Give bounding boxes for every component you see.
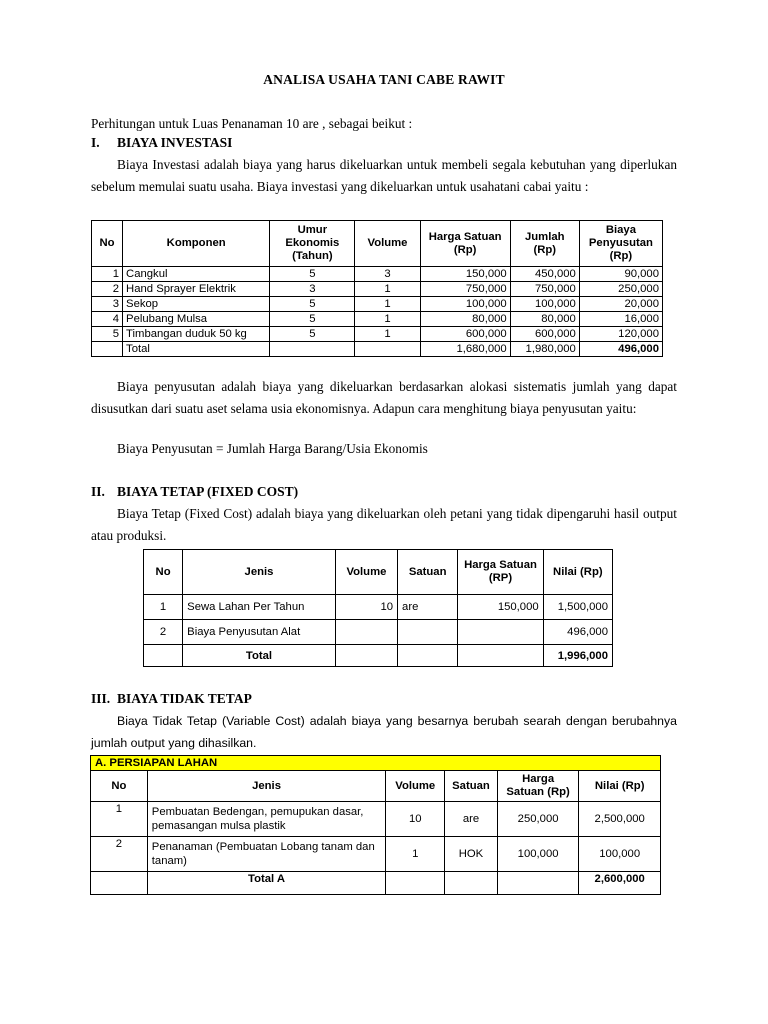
cell-empty bbox=[445, 872, 498, 895]
col-header-nilai: Nilai (Rp) bbox=[579, 771, 661, 802]
table-row bbox=[92, 312, 663, 327]
cell-jenis: Penanaman (Pembuatan Lobang tanam dan tanam) bbox=[147, 837, 386, 872]
depreciation-paragraph: Biaya penyusutan adalah biaya yang dikeluarkan berdasarkan alokasi sistematis jumlah yang dapat disusutkan dari suatu aset selama usia ekonomisnya. Adapun cara menghitung biaya penyusutan yaitu: bbox=[91, 379, 677, 416]
section-3-title: BIAYA TIDAK TETAP bbox=[117, 691, 252, 706]
col-header-volume: Volume bbox=[386, 771, 445, 802]
cell-volume: 1 bbox=[355, 282, 420, 297]
cell-jumlah: 100,000 bbox=[510, 297, 579, 312]
section-1-number: I. bbox=[91, 135, 100, 150]
depreciation-formula: Biaya Penyusutan = Jumlah Harga Barang/Usia Ekonomis bbox=[117, 441, 428, 456]
cell-empty bbox=[355, 342, 420, 357]
col-header-biaya: Biaya Penyusutan (Rp) bbox=[579, 221, 662, 267]
cell-biaya: 20,000 bbox=[579, 297, 662, 312]
table-header-row bbox=[91, 771, 661, 802]
col-header-nilai: Nilai (Rp) bbox=[543, 550, 612, 595]
cell-harga: 100,000 bbox=[497, 837, 579, 872]
cell-nilai: 100,000 bbox=[579, 837, 661, 872]
cell-no: 2 bbox=[144, 620, 183, 645]
page-title: ANALISA USAHA TANI CABE RAWIT bbox=[263, 72, 505, 87]
cell-biaya: 120,000 bbox=[579, 327, 662, 342]
col-header-volume: Volume bbox=[335, 550, 397, 595]
cell-no: 3 bbox=[92, 297, 123, 312]
table-header-row bbox=[92, 221, 663, 267]
cell-no: 5 bbox=[92, 327, 123, 342]
total-label: Total bbox=[183, 645, 336, 667]
cell-harga: 100,000 bbox=[420, 297, 510, 312]
cell-empty bbox=[92, 342, 123, 357]
col-header-jumlah: Jumlah (Rp) bbox=[510, 221, 579, 267]
col-header-komponen: Komponen bbox=[123, 221, 270, 267]
total-label: Total A bbox=[147, 872, 386, 895]
cell-komponen: Cangkul bbox=[123, 267, 270, 282]
col-header-jenis: Jenis bbox=[147, 771, 386, 802]
cell-umur: 5 bbox=[270, 312, 355, 327]
section-label: A. PERSIAPAN LAHAN bbox=[91, 756, 661, 771]
cell-satuan: HOK bbox=[445, 837, 498, 872]
cell-komponen: Timbangan duduk 50 kg bbox=[123, 327, 270, 342]
fixed-cost-table bbox=[143, 549, 613, 667]
cell-nilai: 2,500,000 bbox=[579, 802, 661, 837]
cell-umur: 3 bbox=[270, 282, 355, 297]
cell-satuan: are bbox=[445, 802, 498, 837]
section-2-number: II. bbox=[91, 484, 105, 499]
cell-umur: 5 bbox=[270, 327, 355, 342]
col-header-jenis: Jenis bbox=[183, 550, 336, 595]
table-row bbox=[144, 620, 613, 645]
table-row bbox=[91, 837, 661, 872]
cell-empty bbox=[144, 645, 183, 667]
cell-empty bbox=[335, 645, 397, 667]
col-header-no: No bbox=[92, 221, 123, 267]
total-jumlah: 1,980,000 bbox=[510, 342, 579, 357]
table-row bbox=[92, 327, 663, 342]
cell-nilai: 496,000 bbox=[543, 620, 612, 645]
cell-no: 2 bbox=[91, 837, 148, 872]
cell-no: 1 bbox=[92, 267, 123, 282]
cell-volume bbox=[335, 620, 397, 645]
intro-text: Perhitungan untuk Luas Penanaman 10 are , sebagai beikut : bbox=[91, 116, 413, 131]
cell-empty bbox=[398, 645, 458, 667]
cell-volume: 1 bbox=[386, 837, 445, 872]
investment-table bbox=[91, 220, 663, 357]
total-label: Total bbox=[123, 342, 270, 357]
table-header-row bbox=[144, 550, 613, 595]
cell-volume: 3 bbox=[355, 267, 420, 282]
cell-no: 1 bbox=[144, 595, 183, 620]
cell-satuan: are bbox=[398, 595, 458, 620]
cell-harga: 150,000 bbox=[458, 595, 543, 620]
total-nilai: 2,600,000 bbox=[579, 872, 661, 895]
col-header-umur: Umur Ekonomis (Tahun) bbox=[270, 221, 355, 267]
table-total-row bbox=[91, 872, 661, 895]
section-3-paragraph: Biaya Tidak Tetap (Variable Cost) adalah biaya yang besarnya berubah searah dengan berubahnya jumlah output yang dihasilkan. bbox=[91, 714, 677, 750]
cell-komponen: Pelubang Mulsa bbox=[123, 312, 270, 327]
cell-empty bbox=[270, 342, 355, 357]
table-row bbox=[92, 267, 663, 282]
cell-biaya: 90,000 bbox=[579, 267, 662, 282]
section-1-paragraph: Biaya Investasi adalah biaya yang harus dikeluarkan untuk membeli segala kebutuhan yang diperlukan sebelum memulai suatu usaha. Biaya investasi yang dikeluarkan untuk usahatani cabai yaitu : bbox=[91, 157, 677, 194]
cell-umur: 5 bbox=[270, 297, 355, 312]
col-header-no: No bbox=[144, 550, 183, 595]
cell-harga: 750,000 bbox=[420, 282, 510, 297]
cell-satuan bbox=[398, 620, 458, 645]
table-row bbox=[144, 595, 613, 620]
section-2-title: BIAYA TETAP (FIXED COST) bbox=[117, 484, 299, 499]
col-header-harga: Harga Satuan (RP) bbox=[458, 550, 543, 595]
col-header-harga: Harga Satuan (Rp) bbox=[497, 771, 579, 802]
cell-komponen: Hand Sprayer Elektrik bbox=[123, 282, 270, 297]
section-1-heading bbox=[91, 135, 232, 151]
cell-empty bbox=[91, 872, 148, 895]
cell-volume: 1 bbox=[355, 297, 420, 312]
col-header-harga: Harga Satuan (Rp) bbox=[420, 221, 510, 267]
total-harga: 1,680,000 bbox=[420, 342, 510, 357]
table-row bbox=[91, 802, 661, 837]
cell-volume: 10 bbox=[335, 595, 397, 620]
cell-volume: 10 bbox=[386, 802, 445, 837]
cell-harga: 80,000 bbox=[420, 312, 510, 327]
cell-no: 1 bbox=[91, 802, 148, 837]
cell-nilai: 1,500,000 bbox=[543, 595, 612, 620]
col-header-no: No bbox=[91, 771, 148, 802]
total-biaya: 496,000 bbox=[579, 342, 662, 357]
cell-volume: 1 bbox=[355, 312, 420, 327]
total-nilai: 1,996,000 bbox=[543, 645, 612, 667]
col-header-satuan: Satuan bbox=[398, 550, 458, 595]
section-2-paragraph: Biaya Tetap (Fixed Cost) adalah biaya yang dikeluarkan oleh petani yang tidak dipengaruhi hasil output atau produksi. bbox=[91, 506, 677, 543]
cell-harga: 250,000 bbox=[497, 802, 579, 837]
cell-biaya: 16,000 bbox=[579, 312, 662, 327]
cell-no: 2 bbox=[92, 282, 123, 297]
section-3-heading bbox=[91, 691, 252, 707]
cell-jumlah: 450,000 bbox=[510, 267, 579, 282]
section-2-heading bbox=[91, 484, 298, 500]
cell-volume: 1 bbox=[355, 327, 420, 342]
section-1-title: BIAYA INVESTASI bbox=[117, 135, 233, 150]
cell-jenis: Biaya Penyusutan Alat bbox=[183, 620, 336, 645]
cell-no: 4 bbox=[92, 312, 123, 327]
cell-empty bbox=[458, 645, 543, 667]
cell-jenis: Sewa Lahan Per Tahun bbox=[183, 595, 336, 620]
cell-harga: 600,000 bbox=[420, 327, 510, 342]
section-3-number: III. bbox=[91, 691, 111, 706]
table-section-row bbox=[91, 756, 661, 771]
variable-cost-table bbox=[90, 755, 661, 895]
table-row bbox=[92, 282, 663, 297]
cell-biaya: 250,000 bbox=[579, 282, 662, 297]
cell-jumlah: 80,000 bbox=[510, 312, 579, 327]
cell-empty bbox=[386, 872, 445, 895]
cell-umur: 5 bbox=[270, 267, 355, 282]
cell-harga: 150,000 bbox=[420, 267, 510, 282]
col-header-volume: Volume bbox=[355, 221, 420, 267]
cell-komponen: Sekop bbox=[123, 297, 270, 312]
table-row bbox=[92, 297, 663, 312]
cell-harga bbox=[458, 620, 543, 645]
table-total-row bbox=[144, 645, 613, 667]
cell-empty bbox=[497, 872, 579, 895]
col-header-satuan: Satuan bbox=[445, 771, 498, 802]
cell-jumlah: 750,000 bbox=[510, 282, 579, 297]
cell-jenis: Pembuatan Bedengan, pemupukan dasar, pemasangan mulsa plastik bbox=[147, 802, 386, 837]
table-total-row bbox=[92, 342, 663, 357]
cell-jumlah: 600,000 bbox=[510, 327, 579, 342]
